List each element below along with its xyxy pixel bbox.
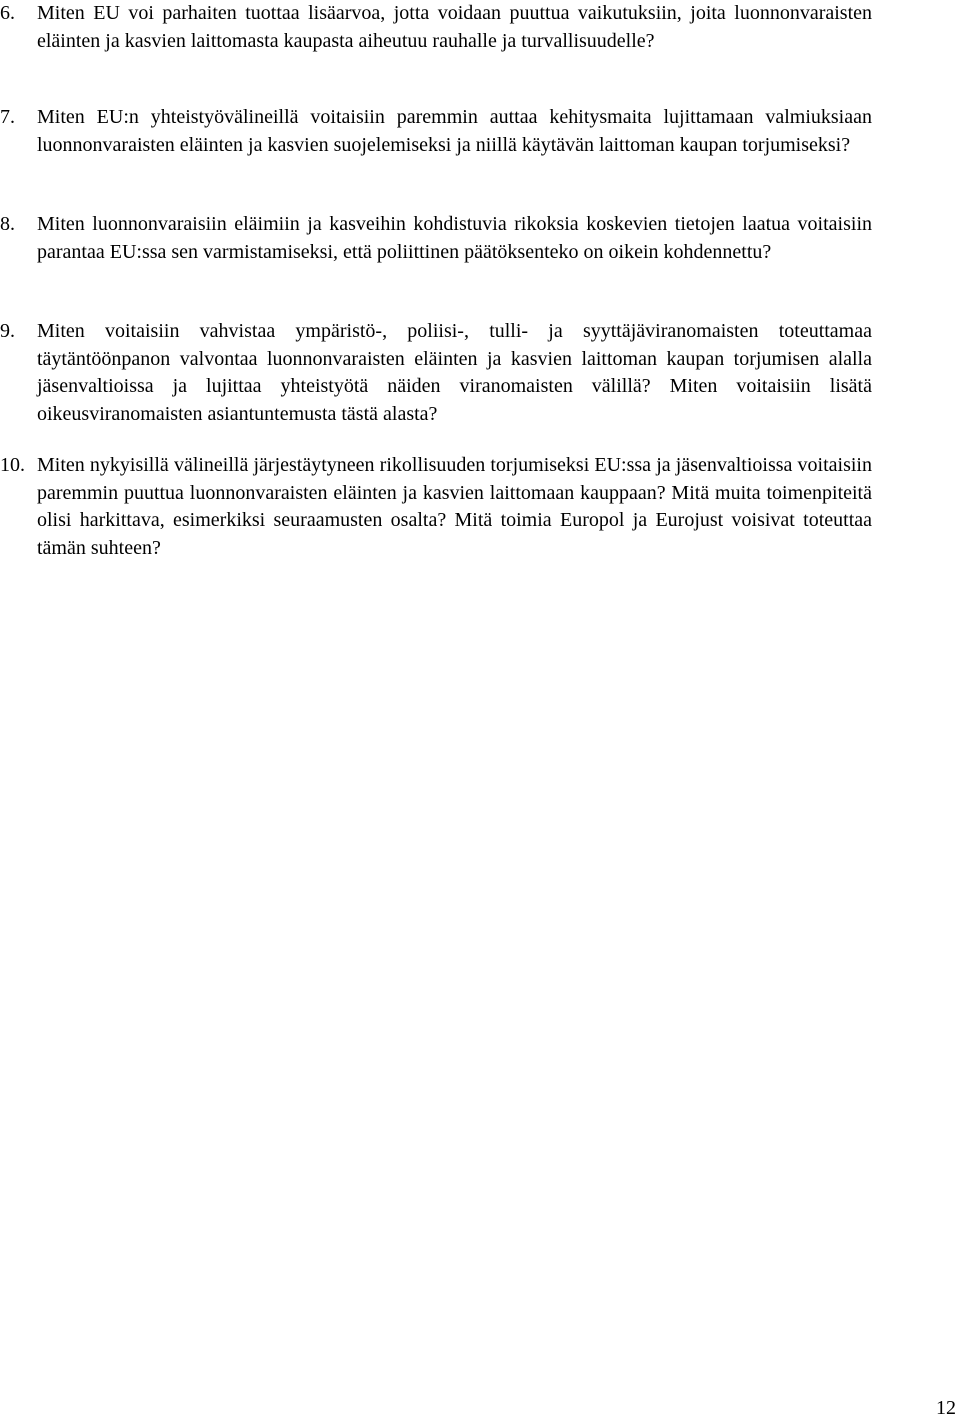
- question-number: 6.: [0, 2, 15, 24]
- question-text: Miten EU voi parhaiten tuottaa lisäarvoa, jotta voidaan puuttua vaikutuksiin, joita luonnonvaraisten eläinten ja kasvien laittomasta kaupasta aiheutuu rauhalle ja turvallisuudelle?: [37, 2, 872, 52]
- question-number: 10.: [0, 454, 25, 476]
- question-number: 9.: [0, 320, 15, 342]
- question-number: 8.: [0, 213, 15, 235]
- question-text: Miten luonnonvaraisiin eläimiin ja kasveihin kohdistuvia rikoksia koskevien tietojen laatua voitaisiin parantaa EU:ssa sen varmistamiseksi, että poliittinen päätöksenteko on oikein kohdennettu?: [37, 213, 872, 263]
- question-number: 7.: [0, 106, 15, 128]
- page-number: 12: [936, 1397, 956, 1419]
- question-text: Miten EU:n yhteistyövälineillä voitaisiin paremmin auttaa kehitysmaita lujittamaan valmiuksiaan luonnonvaraisten eläinten ja kasvien suojelemiseksi ja niillä käytävän laittoman kaupan torjumiseksi?: [37, 106, 872, 156]
- question-text: Miten nykyisillä välineillä järjestäytyneen rikollisuuden torjumiseksi EU:ssa ja jäsenvaltioissa voitaisiin paremmin puuttua luonnonvaraisten eläinten ja kasvien laittomaan kauppaan? Mitä muita toimenpiteitä olisi harkittava, esimerkiksi seuraamusten osalta? Mitä toimia Europol ja Eurojust voisivat toteuttaa tämän suhteen?: [37, 454, 872, 559]
- question-text: Miten voitaisiin vahvistaa ympäristö-, poliisi-, tulli- ja syyttäjäviranomaisten toteuttamaa täytäntöönpanon valvontaa luonnonvaraisten eläinten ja kasvien laittoman kaupan torjumisen alalla jäsenvaltioissa ja lujittaa yhteistyötä näiden viranomaisten välillä? Miten voitaisiin lisätä oikeusviranomaisten asiantuntemusta tästä alasta?: [37, 320, 872, 425]
